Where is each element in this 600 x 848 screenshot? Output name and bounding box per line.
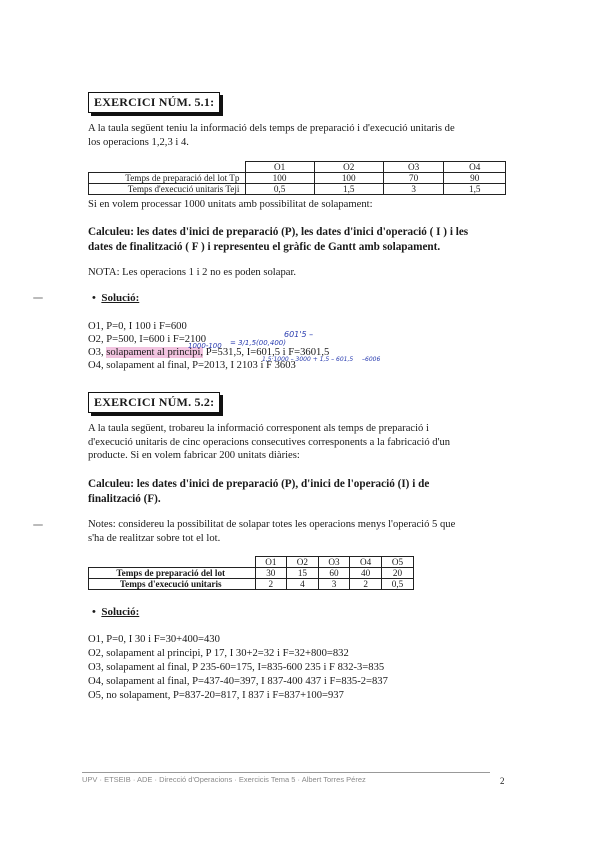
ex2-calculate-instructions: Calculeu: les dates d'inici de preparació (P), d'inici de l'operació (I) i de finalització (F). [88,478,430,505]
ex2-solution-line: O2, solapament al principi, P 17, I 30+2=32 i F=32+800=832 [88,648,349,659]
ex2-times-table [88,556,414,590]
table-cell: 1,5 [314,184,383,195]
table-cell: 60 [318,568,350,579]
handwritten-note: –6006 [362,356,381,363]
table-cell: 20 [381,568,413,579]
column-header: O1 [255,557,287,568]
ex1-intro: A la taula següent teniu la informació dels temps de preparació i d'execució unitaris de los operacions 1,2,3 i 4. [88,123,455,148]
table-cell: 0,5 [245,184,314,195]
exercise-5-1-heading: EXERCICI NÚM. 5.1: [88,92,220,113]
exercise-5-2-heading: EXERCICI NÚM. 5.2: [88,392,220,413]
page-number: 2 [500,776,505,786]
ex1-calculate-instructions: Calculeu: les dates d'inici de preparació (P), les dates d'inici d'operació ( I ) i les dates de finalització ( F ) i representeu el gràfic de Gantt amb solapament. [88,226,469,253]
column-header: O2 [314,162,383,173]
table-cell: 4 [287,579,319,590]
table-header-row [89,557,414,568]
table-cell: 2 [350,579,382,590]
table-cell: 1,5 [444,184,506,195]
table-cell: 0,5 [381,579,413,590]
footer-text: UPV · ETSEIB · ADE · Direcció d'Operacions · Exercicis Tema 5 · Albert Torres Pérez [82,775,366,784]
ex1-note: NOTA: Les operacions 1 i 2 no es poden solapar. [88,267,297,278]
ex1-process-line: Si en volem processar 1000 unitats amb possibilitat de solapament: [88,199,373,210]
ex2-intro: A la taula següent, trobareu la informació corresponent als temps de preparació i d'execució unitaris de cinc operacions consecutives corresponents a la fabricació d'un producte. Si en volem fabricar 200 unitats diàries: [88,423,451,461]
table-cell: 30 [255,568,287,579]
table-cell: 70 [383,173,444,184]
table-header-row [89,162,506,173]
handwritten-note: 1,5·1000 – 3000 + 1,5 – 601,5 [262,356,354,363]
margin-mark [33,297,43,299]
footer-divider [82,772,490,773]
bullet-icon: • [92,292,102,304]
row-label: Temps de preparació del lot [89,568,256,579]
handwritten-note: 1000-100 [188,342,222,350]
ex2-solution-line: O3, solapament al final, P 235-60=175, I=835-600 235 i F 832-3=835 [88,662,385,673]
highlighted-text: solapament al principi, [106,347,204,358]
column-header: O3 [383,162,444,173]
table-row [89,568,414,579]
table-cell: 40 [350,568,382,579]
table-cell: 2 [255,579,287,590]
row-label: Temps d'execució unitaris [89,579,256,590]
column-header: O2 [287,557,319,568]
table-cell: 3 [318,579,350,590]
column-header: O5 [381,557,413,568]
column-header: O4 [444,162,506,173]
ex2-solution-line: O5, no solapament, P=837-20=817, I 837 i F=837+100=937 [88,690,344,701]
table-cell: 100 [314,173,383,184]
ex2-solution-line: O4, solapament al final, P=437-40=397, I 837-400 437 i F=835-2=837 [88,676,388,687]
column-header: O4 [350,557,382,568]
bullet-icon: • [92,606,102,618]
table-row [89,184,506,195]
row-label: Temps d'execució unitaris Teji [89,184,246,195]
ex1-solution-label: • Solució: [92,292,140,304]
table-cell: 90 [444,173,506,184]
table-cell: 100 [245,173,314,184]
ex1-solution-line: O3, solapament al principi, P=531,5, I=601,5 i F=3601,5 [88,347,330,358]
table-row [89,173,506,184]
ex1-solution-line: O1, P=0, I 100 i F=600 [88,321,187,332]
column-header: O3 [318,557,350,568]
column-header: O1 [245,162,314,173]
table-cell: 3 [383,184,444,195]
table-row [89,579,414,590]
ex2-solution-label: • Solució: [92,606,140,618]
ex1-solution-line: O4, solapament al final, P=2013, I 2103 i F 3603 [88,360,296,371]
margin-mark [33,524,43,526]
ex1-times-table [88,161,506,195]
row-label: Temps de preparació del lot Tp [89,173,246,184]
ex2-solution-line: O1, P=0, I 30 i F=30+400=430 [88,634,220,645]
ex1-solution-line: O2, P=500, I=600 i F=2100 [88,334,206,345]
ex2-notes: Notes: considereu la possibilitat de solapar totes les operacions menys l'operació 5 que s'ha de realitzar sobre tot el lot. [88,519,456,544]
handwritten-note: 601'5 – [284,330,314,339]
table-cell: 15 [287,568,319,579]
handwritten-note: = 3/1,5(00,400) [230,339,286,347]
